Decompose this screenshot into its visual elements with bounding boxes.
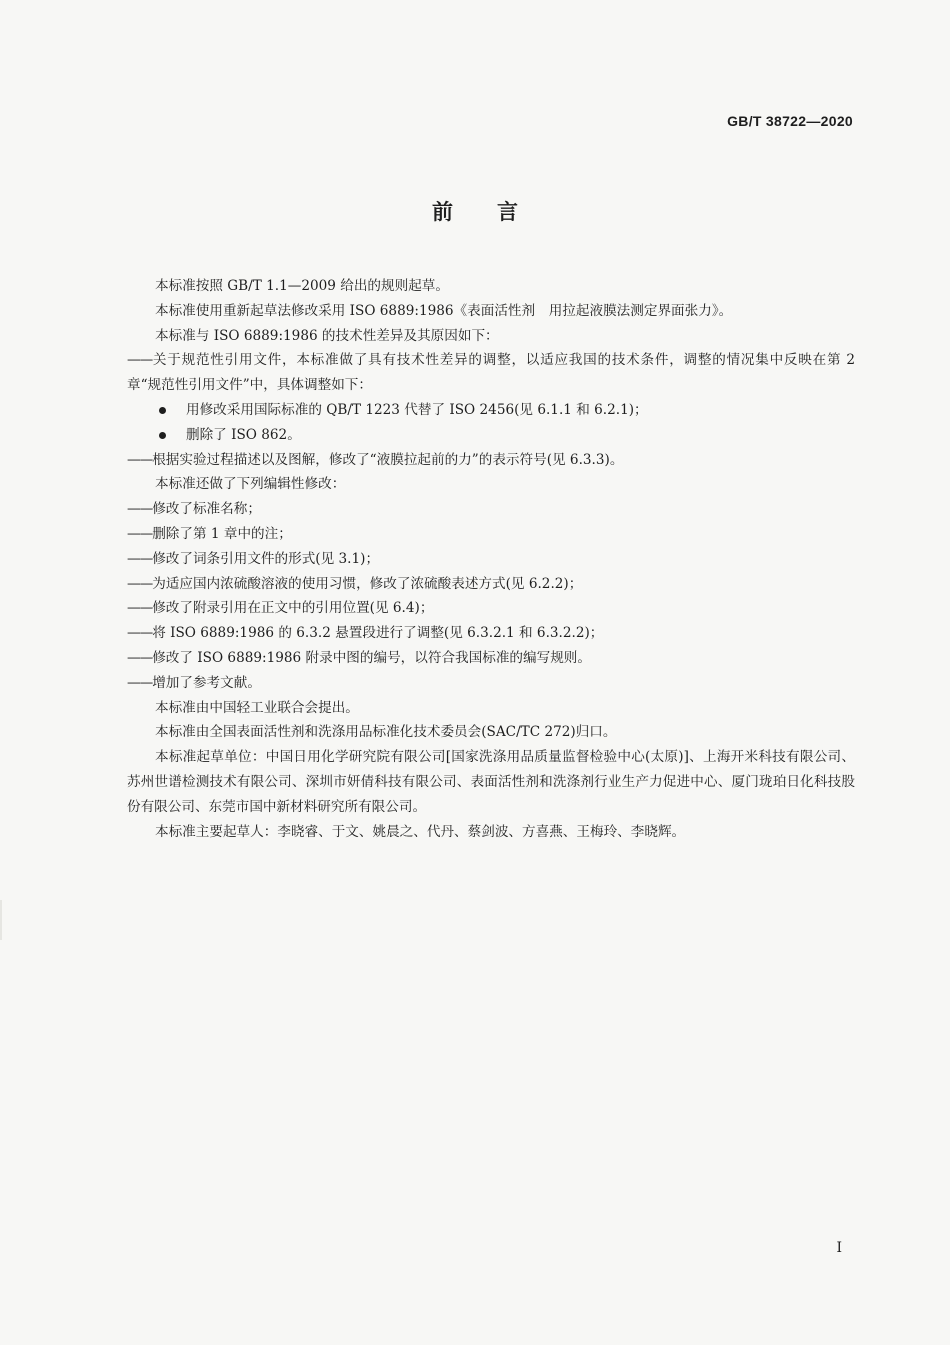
paragraph-adoption: 本标准使用重新起草法修改采用 ISO 6889:1986《表面活性剂 用拉起液膜法测定界面张力》。 [155,302,733,319]
dash-mark: —— [127,674,153,691]
bullet-icon [159,407,166,414]
dash-item-symbol-change [127,448,855,473]
dash-item [127,621,855,646]
standard-code: GB/T 38722—2020 [727,113,853,129]
dash-item [127,522,855,547]
dash-item-text: 根据实验过程描述以及图解，修改了“液膜拉起前的力”的表示符号(见 6.3.3)。 [152,451,624,468]
dash-item-text: 为适应国内浓硫酸溶液的使用习惯，修改了浓硫酸表述方式(见 6.2.2)； [152,575,583,592]
dash-item [127,646,855,671]
dash-mark: —— [127,550,153,567]
dash-item [127,497,855,522]
dash-item [127,547,855,572]
paragraph-proposer: 本标准由中国轻工业联合会提出。 [155,699,359,716]
scan-margin-mark [0,900,2,940]
dash-mark: —— [127,575,153,592]
dash-item-text: 删除了第 1 章中的注； [152,525,292,542]
paragraph-differences-intro: 本标准与 ISO 6889:1986 的技术性差异及其原因如下： [155,327,499,344]
bullet-item-text: 用修改采用国际标准的 QB/T 1223 代替了 ISO 2456(见 6.1.1 和 6.2.1)； [186,401,648,418]
paragraph-drafting-units: 本标准起草单位：中国日用化学研究院有限公司[国家洗涤用品质量监督检验中心(太原)]、上海开米科技有限公司、苏州世谱检测技术有限公司、深圳市妍倩科技有限公司、表面活性剂和洗涤剂行业生产力促进中心、厦门珑珀日化科技股份有限公司、东莞市国中新材料研究所有限公司。 [127,749,855,815]
dash-item [127,596,855,621]
paragraph-committee: 本标准由全国表面活性剂和洗涤用品标准化技术委员会(SAC/TC 272)归口。 [155,724,617,741]
dash-item-text: 修改了 ISO 6889:1986 附录中图的编号，以符合我国标准的编写规则。 [152,649,591,666]
bullet-icon [159,432,166,439]
dash-item-normative-refs [127,348,855,398]
dash-item-text: 关于规范性引用文件，本标准做了具有技术性差异的调整，以适应我国的技术条件，调整的情况集中反映在第 2 章“规范性引用文件”中，具体调整如下： [127,352,855,394]
dash-mark: —— [127,600,153,617]
dash-mark: —— [127,451,153,468]
paragraph-drafting-rules: 本标准按照 GB/T 1.1—2009 给出的规则起草。 [155,278,449,294]
dash-item-text: 修改了附录引用在正文中的引用位置(见 6.4)； [152,600,434,617]
dash-mark: —— [127,352,153,369]
foreword-body [127,274,855,844]
bullet-item [127,423,855,448]
dash-item-text: 增加了参考文献。 [152,674,261,691]
dash-mark: —— [127,625,153,642]
dash-item [127,572,855,597]
page-title: 前言 [432,200,562,224]
dash-mark: —— [127,501,153,518]
paragraph-editorial-intro: 本标准还做了下列编辑性修改： [155,476,346,493]
dash-item-text: 将 ISO 6889:1986 的 6.3.2 悬置段进行了调整(见 6.3.2.1 和 6.3.2.2)； [152,625,604,642]
dash-item-text: 修改了词条引用文件的形式(见 3.1)； [152,550,380,567]
page-number: I [836,1240,842,1256]
dash-item [127,671,855,696]
dash-mark: —— [127,525,153,542]
dash-mark: —— [127,649,153,666]
bullet-item-text: 删除了 ISO 862。 [186,426,301,443]
bullet-item [127,398,855,423]
paragraph-drafters: 本标准主要起草人：李晓睿、于文、姚晨之、代丹、蔡剑波、方喜燕、王梅玲、李晓辉。 [155,823,686,840]
dash-item-text: 修改了标准名称； [152,501,261,518]
